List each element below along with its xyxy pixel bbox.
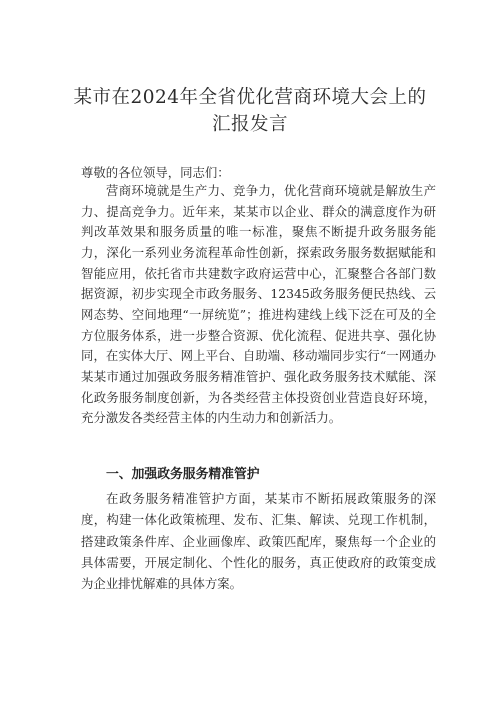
title-line-2: 汇报发言 (211, 114, 288, 135)
document-title (60, 84, 440, 138)
title-line-1: 某市在2024年全省优化营商环境大会上的 (73, 87, 427, 108)
paragraph-section-1: 在政务服务精准管护方面，某某市不断拓展政策服务的深度，构建一体化政策梳理、发布、汇集、解读、兑现工作机制，搭建政策条件库、企业画像库、政策匹配库，聚焦每一个企业的具体需要，开展定制化、个性化的服务，真正使政府的政策变成为企业排忧解难的具体方案。 (81, 491, 436, 592)
section-heading-1: 一、加强政务服务精准管护 (106, 467, 260, 482)
paragraph-intro: 营商环境就是生产力、竞争力，优化营商环境就是解放生产力、提高竞争力。近年来，某某市以企业、群众的满意度作为研判改革效果和服务质量的唯一标准，聚焦不断提升政务服务能力，深化一系列业务流程革命性创新，探索政务服务数据赋能和智能应用，依托省市共建数字政府运营中心，汇聚整合各部门数据资源，初步实现全市政务服务、12345政务服务便民热线、云网态势、空间地理“一屏统览”；推进构建线上线下泛在可及的全方位服务体系，进一步整合资源、优化流程、促进共享、强化协同，在实体大厅、网上平台、自助端、移动端同步实行“一网通办某某市通过加强政务服务精准管护、强化政务服务技术赋能、深化政务服务制度创新，为各类经营主体投资创业营造良好环境，充分激发各类经营主体的内生动力和创新活力。 (81, 183, 436, 426)
salutation: 尊敬的各位领导，同志们： (81, 165, 230, 180)
